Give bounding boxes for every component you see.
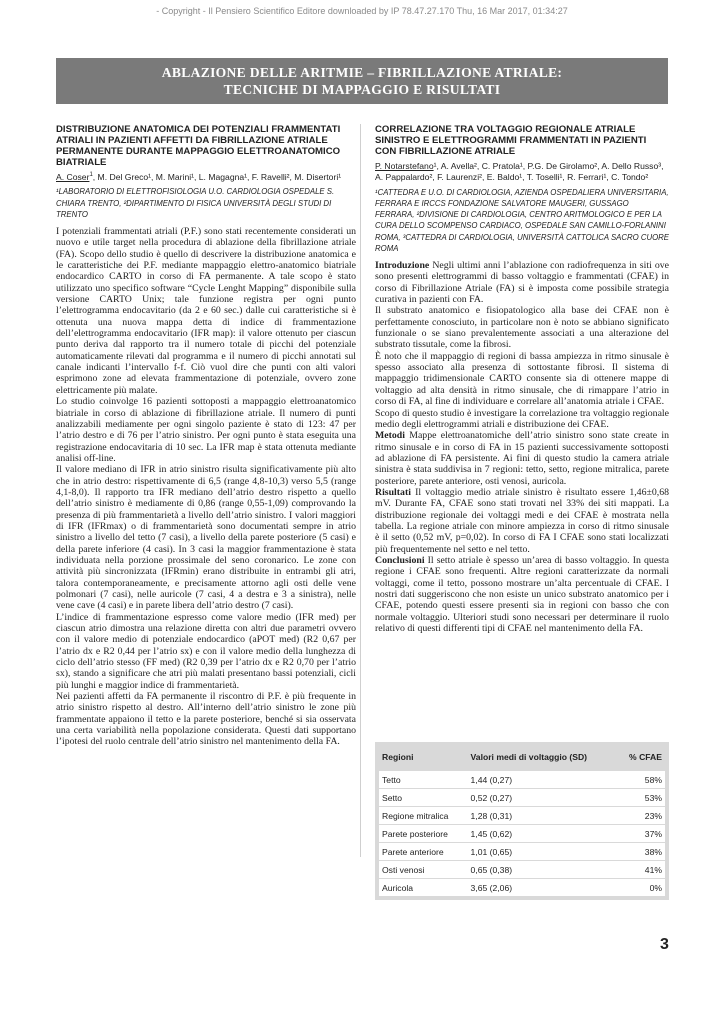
right-paragraph — [375, 430, 669, 487]
right-article — [375, 124, 669, 634]
left-article-title: DISTRIBUZIONE ANATOMICA DEI POTENZIALI FRAMMENTATI ATRIALI IN PAZIENTI AFFETTI DA FIBRILLAZIONE ATRIALE PERMANENTE DURANTE MAPPAGGIO ELETTROANATOMICO BIATRIALE — [56, 124, 341, 168]
table-cell: 0,65 (0,38) — [468, 861, 618, 879]
table-row — [379, 843, 665, 861]
right-article-affiliation: ¹CATTEDRA E U.O. DI CARDIOLOGIA, AZIENDA OSPEDALIERA UNIVERSITARIA, FERRARA E IRCCS FONDAZIONE SALVATORE MAUGERI, GUSSAGO FERRARA, ²DIVISIONE DI CARDIOLOGIA, CENTRO ARITMOLOGICO E PER LA CURA DELLO SCOMPENSO CARDIACO, OSPEDALE SAN CAMILLO-FORLANINI ROMA, ³CATTEDRA DI CARDIOLOGIA, UNIVERSITÀ CATTOLICA SACRO CUORE ROMA — [375, 187, 670, 253]
table-header-row — [379, 748, 665, 771]
left-article — [56, 124, 356, 748]
paragraph-text: Il voltaggio medio atriale sinistro è risultato essere 1,46±0,68 mV. Durante FA, CFAE sono stati trovati nel 33% dei siti mappati. La distribuzione regionale dei voltaggi medi e dei CFAE è mostrata nella tabella. La regione atriale con minore ampiezza in corso di ritmo sinusale è il setto (0,52 mV, p=0,02). In corso di FA I CFAE sono stati localizzati più frequentemente nel setto e nel tetto. — [375, 486, 669, 555]
column-divider — [360, 124, 361, 857]
banner-line-2: TECNICHE DI MAPPAGGIO E RISULTATI — [223, 82, 501, 97]
left-article-authors: A. Coser$^1$, M. Del Greco¹, M. Marini¹, L. Magagna¹, F. Ravelli², M. Disertori¹ — [56, 172, 342, 182]
left-paragraph: Lo studio coinvolge 16 pazienti sottoposti a mappaggio elettroanatomico biatriale in corso di ablazione di fibrillazione atriale. Il numero di punti analizzabili mediamente per ogni singolo paziente è stato di 123: 47 per l’atrio destro e di 76 per l’atrio sinistro. Per ogni punto è stata eseguita una registrazione endocavitaria di 10 sec. La IFR map è stata ottenuta mediante analisi off-line. — [56, 396, 356, 464]
right-article-authors — [375, 161, 669, 184]
table-cell: 0,52 (0,27) — [468, 789, 618, 807]
right-paragraph — [375, 408, 669, 431]
table-cell: Parete anteriore — [379, 843, 468, 861]
paragraph-keyword: Metodi — [375, 430, 405, 442]
table-cell: 1,45 (0,62) — [468, 825, 618, 843]
left-first-author: A. Coser — [56, 172, 90, 182]
table-row — [379, 825, 665, 843]
paragraph-keyword: Conclusioni — [375, 554, 425, 566]
left-paragraph: L’indice di frammentazione espresso come valore medio (IFR med) per ciascun atrio dimostra una relazione diretta con altri due parametri ovvero con il valore medio di potenziale endocardico (aPOT med) (R2 0,67 per l’atrio dx e R2 0,44 per l’atrio sx) e con il valore medio della lunghezza di ciclo dell’atrio stesso (FF med) (R2 0,39 per l’atrio dx e R2 0,70 per l’atrio sx), stando a significare che atri più malati presentano bassi potenziali, cicli più lunghi e maggior indice di frammentarietà. — [56, 611, 356, 691]
right-other-authors: ¹, A. Avella², C. Pratola¹, P.G. De Girolamo², A. Dello Russo³, A. Pappalardo², F. Laurenzi², E. Baldo¹, T. Toselli¹, R. Ferrari¹, C. Tondo² — [375, 161, 664, 183]
table-cell: 38% — [617, 843, 665, 861]
right-article-title: CORRELAZIONE TRA VOLTAGGIO REGIONALE ATRIALE SINISTRO E ELETTROGRAMMI FRAMMENTATI IN PAZIENTI CON FIBRILLAZIONE ATRIALE — [375, 124, 647, 157]
table-cell: Parete posteriore — [379, 825, 468, 843]
table-cell: 1,44 (0,27) — [468, 771, 618, 789]
table-header: Regioni — [382, 752, 414, 762]
right-paragraph — [375, 260, 669, 305]
paragraph-keyword: Introduzione — [375, 260, 430, 272]
table-row — [379, 879, 665, 897]
table-cell: 3,65 (2,06) — [468, 879, 618, 897]
table-cell: 23% — [617, 807, 665, 825]
paragraph-text: Mappe elettroanatomiche dell’atrio sinistro sono state create in ritmo sinusale e in corso di FA in 15 pazienti successivamente sottoposti ad ablazione di FA persistente. Ai fini di questo studio la camera atriale sinistra è stata suddivisa in 7 regioni: tetto, setto, regione mitralica, parete posteriore, parete anteriore, osti venosi, auricola. — [375, 430, 669, 487]
copyright-notice: - Copyright - Il Pensiero Scientifico Editore downloaded by IP 78.47.27.170 Thu, 16 Mar 2017, 01:34:27 — [156, 6, 568, 16]
right-paragraph — [375, 351, 669, 408]
section-banner — [56, 58, 668, 104]
table-cell: 53% — [617, 789, 665, 807]
paragraph-text: Scopo di questo studio è investigare la correlazione tra voltaggio regionale medio degli elettrogrammi atriali e distribuzione dei CFAE. — [375, 407, 669, 430]
paragraph-text: È noto che il mappaggio di regioni di bassa ampiezza in ritmo sinusale è spesso associato alla presenza di sottostante fibrosi. Il sistema di mappaggio tridimensionale CARTO consente sia di ottenere mappe di voltaggio ad alta densità in ritmo sinusale, che di rimappare l’atrio in corso di FA, al fine di individuare e correlare all’anatomia atriale i CFAE. — [375, 350, 669, 408]
paragraph-text: Il setto atriale è spesso un’area di basso voltaggio. In questa regione i CFAE sono frequenti. Altre regioni caratterizzate da normali voltaggi, come il tetto, possono mostrare un’alta percentuale di CFAE. I nostri dati suggeriscono che non esiste un unico substrato anatomico per i CFAE, potendo questi essere presenti sia in regioni con basso che con normale voltaggio. Ulteriori studi sono necessari per determinare il ruolo relativo di questi differenti tipi di CFAE nel mantenimento della FA. — [375, 554, 669, 635]
left-paragraph: Il valore mediano di IFR in atrio sinistro risulta significativamente più alto che in atrio destro: rispettivamente di 6,5 (range 4,8-10,3) verso 5,5 (range 4,1-8,0). Il rapporto tra IFR mediano dell’atrio destro rispetto a quello dell’atrio sinistro è mediamente di 0,86 (range 0,55-1,09) comprovando la presenza di più frammentarietà a livello dell’atrio sinistro. I valori maggiori di IFR (IFRmax) o di frammentarietà sono documentati sempre in atrio sinistro a livello del tetto (7 casi), a livello della parete posteriore (5 casi) e della parete inferiore (4 casi). In 3 casi la maggior frammentazione è stata individuata nella porzione prossimale del seno coronarico. Le zone con attività più sincronizzata (IFRmin) erano distribuite in entrambi gli atri, talora contemporaneamente, e precisamente attorno agli osti delle vene polmonari (7 casi), nelle auricole (7 casi, 4 a destra e 3 a sinistra), nelle vene cave (4 casi) e in parete libera dell’atrio destro (7 casi). — [56, 464, 356, 612]
paragraph-text: Il substrato anatomico e fisiopatologico alla base dei CFAE non è perfettamente conosciuto, in particolare non è noto se abbiano significato funzionale o se siano prevalentemente associati a una alterazione del substrato tissutale, come la fibrosi. — [375, 305, 669, 351]
right-paragraph — [375, 305, 669, 350]
table-cell: 58% — [617, 771, 665, 789]
right-paragraph — [375, 555, 669, 634]
table-cell: Setto — [379, 789, 468, 807]
table-cell: Regione mitralica — [379, 807, 468, 825]
banner-line-1: ABLAZIONE DELLE ARITMIE – FIBRILLAZIONE ATRIALE: — [161, 65, 563, 80]
left-paragraph: Nei pazienti affetti da FA permanente il riscontro di P.F. è più frequente in atrio sinistro rispetto al destro. All’interno dell’atrio sinistro le zone più frammentate appaiono il tetto e la parete posteriore, benché si sia osservata una certa variabilità nella popolazione considerata. Questi dati supportano l’ipotesi del ruolo centrale dell’atrio sinistro nel mantenimento della FA. — [56, 691, 356, 748]
right-article-body — [375, 260, 669, 634]
table-row — [379, 771, 665, 789]
table-cell: Auricola — [379, 879, 468, 897]
right-first-author: P. Notarstefano — [375, 161, 434, 171]
table-cell: 1,28 (0,31) — [468, 807, 618, 825]
paragraph-text: Negli ultimi anni l’ablazione con radiofrequenza in siti ove sono presenti elettrogrammi di basso voltaggio e frammentati (CFAE) in corso di Fibrillazione Atriale (FA) si è imposta come possibile strategia curativa in pazienti con FA. — [375, 260, 669, 306]
table-header: % CFAE — [629, 752, 662, 762]
left-article-body — [56, 226, 356, 748]
voltage-table — [379, 748, 665, 896]
table-cell: 41% — [617, 861, 665, 879]
table-cell: Tetto — [379, 771, 468, 789]
left-paragraph: I potenziali frammentati atriali (P.F.) sono stati recentemente considerati un nuovo e utile target nella procedura di ablazione della fibrillazione atriale (FA). Scopo dello studio è quello di descrivere la distribuzione anatomica e le caratteristiche dei P.F. mediante mappaggio elettro-anatomico biatriale endocardico CARTO in corso di FA permanente. A tale scopo è stato utilizzato uno specifico software “Cycle Lenght Mapping” disponibile sulla versione CARTO Unix; tale funzione registra per ogni punto l’elettrogramma endocavitario (da 2 e 60 sec.) dalle cui caratteristiche si è ottenuta una nuova mappa detta di indice di frammentazione dell’elettrogramma endocavitario (IFR map): il valore ottenuto per ciascun punto deriva dal rapporto tra il numero totale di picchi del potenziale automaticamente rilevati dal programma e il numero di picchi annotati sul canale indicanti l’intervallo f-f. Ciò vuol dire che punti con alti valori esprimono zone ad elevata frammentazione di potenziale, ovvero zone elettricamente più malate. — [56, 226, 356, 396]
table-row — [379, 789, 665, 807]
left-article-affiliation: ¹LABORATORIO DI ELETTROFISIOLOGIA U.O. CARDIOLOGIA OSPEDALE S. CHIARA TRENTO, ²DIPARTIMENTO DI FISICA UNIVERSITÀ DEGLI STUDI DI TRENTO — [56, 187, 335, 219]
right-paragraph — [375, 487, 669, 555]
table-row — [379, 861, 665, 879]
table-cell: 37% — [617, 825, 665, 843]
table-cell: 1,01 (0,65) — [468, 843, 618, 861]
table-cell: 0% — [617, 879, 665, 897]
page-number: 3 — [660, 936, 669, 953]
left-other-authors: , M. Del Greco¹, M. Marini¹, L. Magagna¹, F. Ravelli², M. Disertori¹ — [92, 172, 342, 182]
table-header: Valori medi di voltaggio (SD) — [470, 752, 588, 762]
table-row — [379, 807, 665, 825]
paragraph-keyword: Risultati — [375, 486, 411, 498]
voltage-table-panel — [375, 742, 669, 900]
table-cell: Osti venosi — [379, 861, 468, 879]
